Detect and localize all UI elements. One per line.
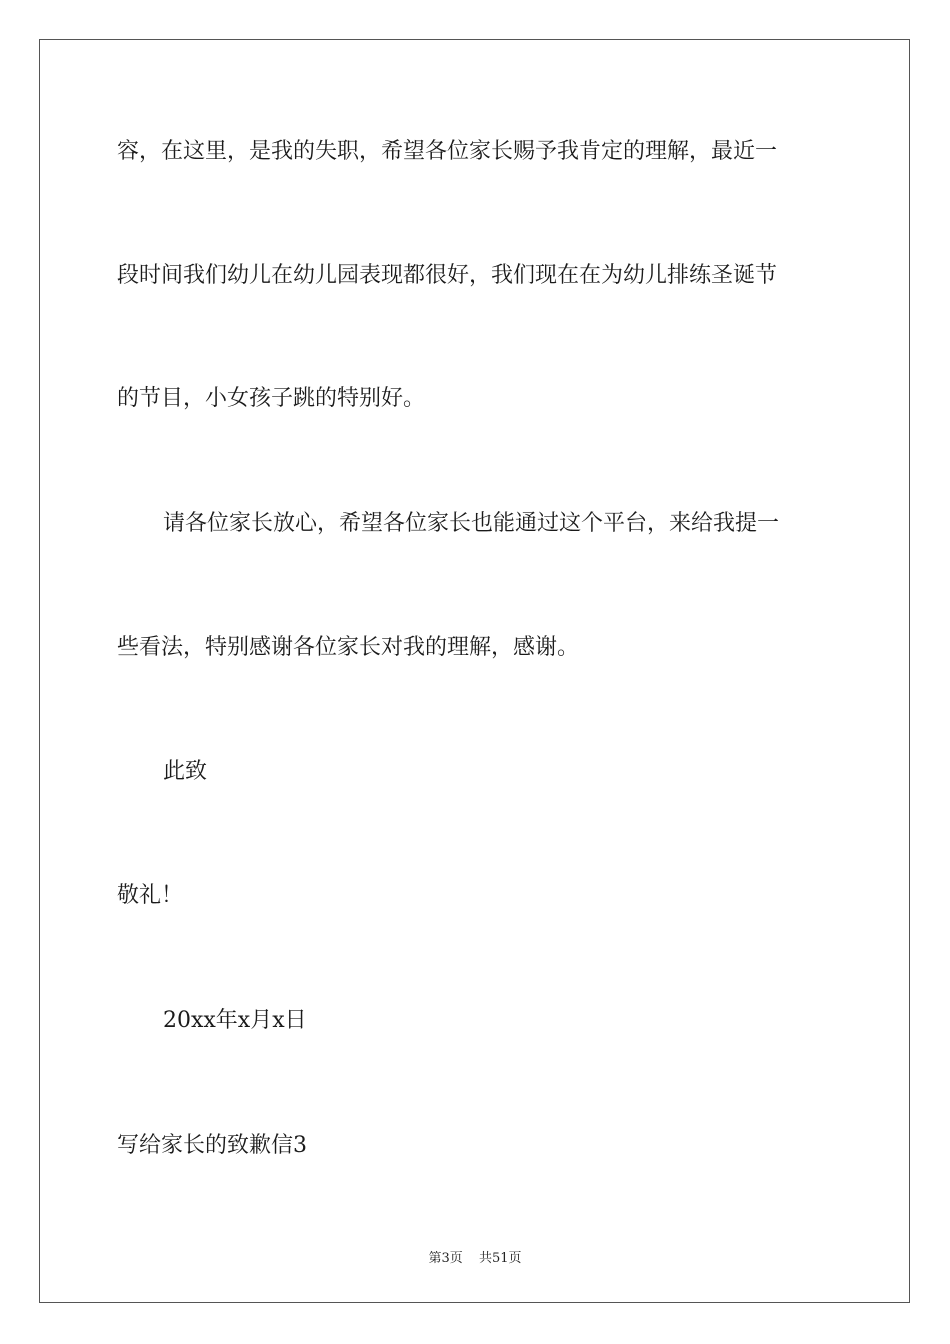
page-footer [0, 1247, 950, 1266]
page-number: 第3页 [428, 1251, 463, 1266]
page-total: 共51页 [478, 1251, 522, 1266]
body-line-2: 段时间我们幼儿在幼儿园表现都很好，我们现在在为幼儿排练圣诞节 [117, 263, 778, 288]
date-line: 20xx年x月x日 [163, 1008, 307, 1033]
body-line-1: 容，在这里，是我的失职，希望各位家长赐予我肯定的理解，最近一 [117, 139, 778, 164]
section-heading: 写给家长的致歉信3 [117, 1133, 307, 1158]
body-line-3: 的节目，小女孩子跳的特别好。 [117, 386, 426, 411]
body-line-5: 些看法，特别感谢各位家长对我的理解，感谢。 [117, 635, 580, 660]
closing-regards: 敬礼！ [117, 883, 184, 908]
page-border [39, 39, 910, 1303]
closing-salutation: 此致 [163, 759, 208, 784]
body-line-4: 请各位家长放心，希望各位家长也能通过这个平台，来给我提一 [163, 511, 780, 536]
